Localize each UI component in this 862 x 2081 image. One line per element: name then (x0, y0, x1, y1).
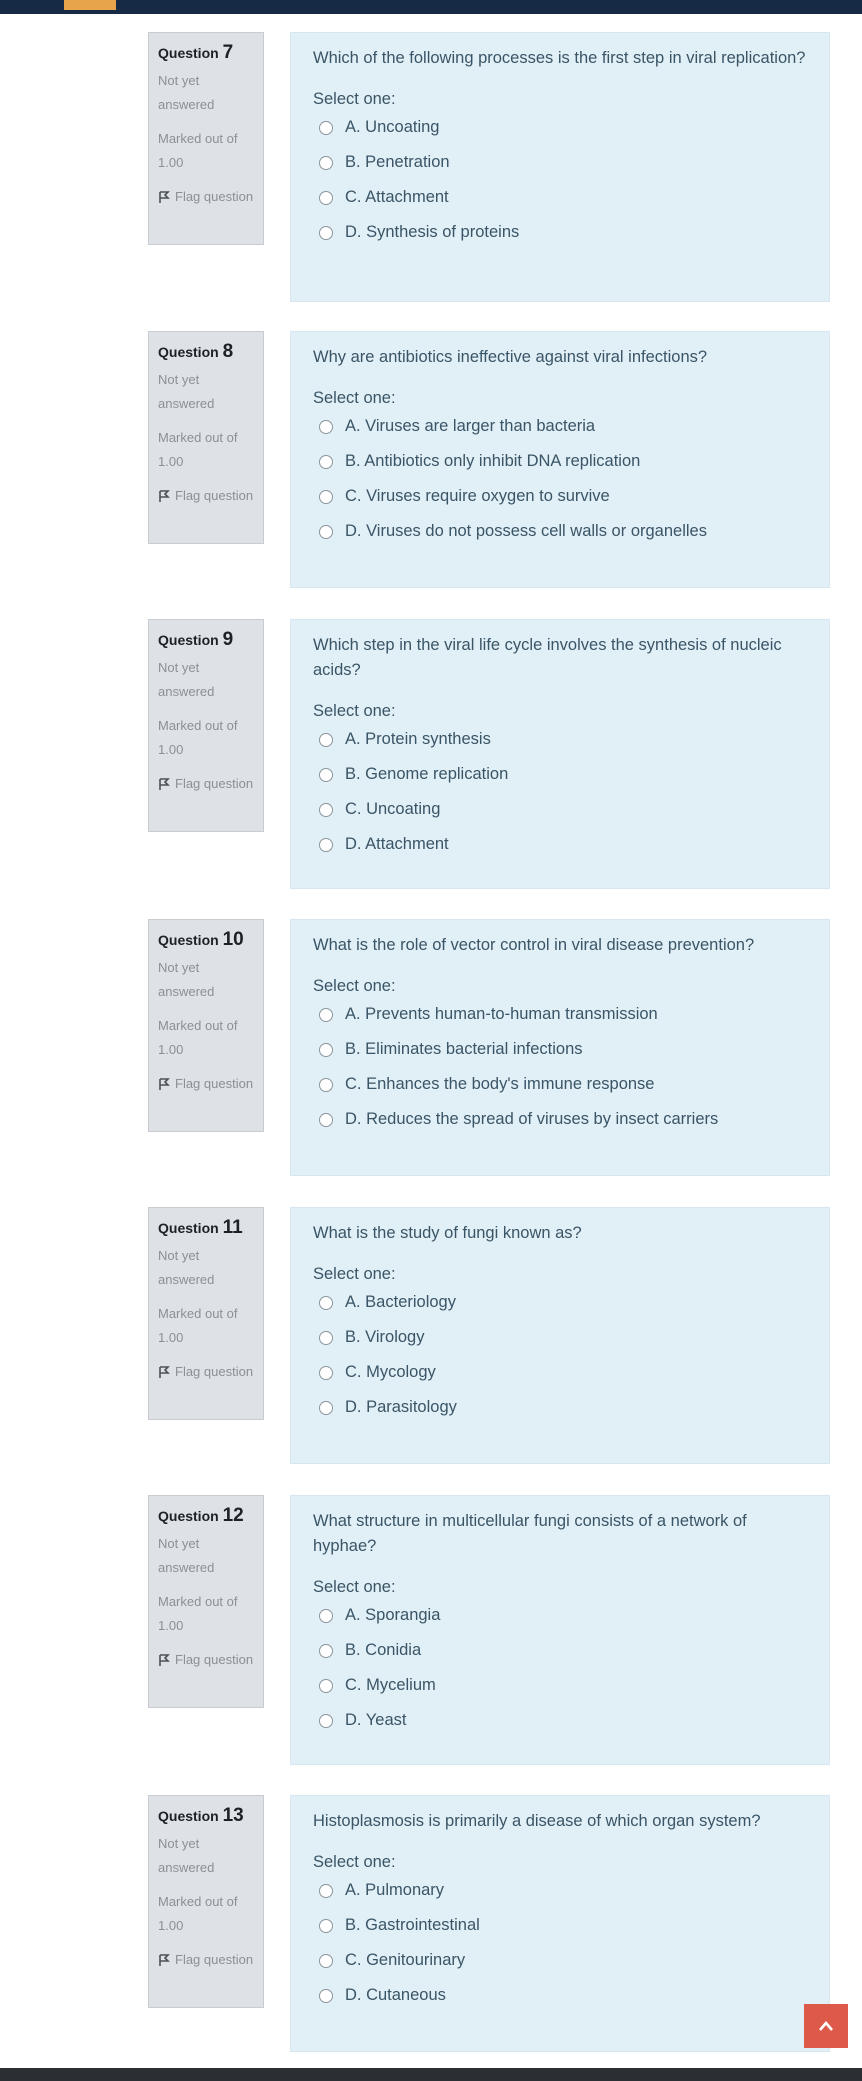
flag-question-link[interactable] (158, 1072, 254, 1096)
answer-label[interactable]: D. Viruses do not possess cell walls or organelles (345, 522, 707, 540)
answer-option[interactable] (313, 180, 807, 215)
question-number: 9 (222, 629, 234, 650)
select-one-label: Select one: (313, 1265, 396, 1283)
question-info (148, 1495, 264, 1708)
answer-option[interactable] (313, 1668, 807, 1703)
radio-button[interactable] (319, 1366, 333, 1380)
question-title (158, 1216, 254, 1240)
radio-button[interactable] (319, 1078, 333, 1092)
flag-question-label: Flag question (175, 1652, 254, 1667)
question-title (158, 1504, 254, 1528)
radio-button[interactable] (319, 455, 333, 469)
radio-button[interactable] (319, 1113, 333, 1127)
radio-button[interactable] (319, 1989, 333, 2003)
answer-label[interactable]: C. Enhances the body's immune response (345, 1075, 655, 1093)
radio-button[interactable] (319, 525, 333, 539)
question-status: Not yet answered (158, 660, 215, 699)
question-number: 11 (222, 1217, 243, 1238)
radio-button[interactable] (319, 1884, 333, 1898)
flag-question-link[interactable] (158, 1948, 254, 1972)
question-number: 7 (222, 42, 234, 63)
question-label: Question (158, 1808, 219, 1824)
question-grade: Marked out of 1.00 (158, 1306, 238, 1345)
answer-label[interactable]: B. Conidia (345, 1641, 422, 1659)
navbar-accent-tab[interactable] (64, 0, 116, 10)
flag-icon (158, 489, 172, 503)
radio-button[interactable] (319, 420, 333, 434)
question-grade: Marked out of 1.00 (158, 430, 238, 469)
question-info (148, 1207, 264, 1420)
question-content (290, 1795, 830, 2052)
flag-icon (158, 1953, 172, 1967)
answer-label[interactable]: D. Reduces the spread of viruses by insect carriers (345, 1110, 719, 1128)
radio-button[interactable] (319, 156, 333, 170)
question-title (158, 41, 254, 65)
answer-option[interactable] (313, 1355, 807, 1390)
question-info (148, 619, 264, 832)
question-info (148, 919, 264, 1132)
question-label: Question (158, 932, 219, 948)
question-status: Not yet answered (158, 1248, 215, 1287)
answer-label[interactable]: A. Viruses are larger than bacteria (345, 417, 596, 435)
answer-label[interactable]: B. Eliminates bacterial infections (345, 1040, 583, 1058)
flag-question-label: Flag question (175, 1364, 254, 1379)
answer-option[interactable] (313, 792, 807, 827)
radio-button[interactable] (319, 1714, 333, 1728)
back-to-top-button[interactable] (804, 2004, 848, 2048)
answer-option[interactable] (313, 514, 807, 549)
answer-option[interactable] (313, 110, 807, 145)
select-one-label: Select one: (313, 977, 396, 995)
answer-option[interactable] (313, 1633, 807, 1668)
answer-label[interactable]: A. Prevents human-to-human transmission (345, 1005, 658, 1023)
answer-option[interactable] (313, 1285, 807, 1320)
flag-icon (158, 1653, 172, 1667)
radio-button[interactable] (319, 226, 333, 240)
answer-label[interactable]: C. Mycelium (345, 1676, 436, 1694)
question-number: 8 (222, 341, 234, 362)
answer-option[interactable] (313, 444, 807, 479)
answer-label[interactable]: D. Cutaneous (345, 1986, 446, 2004)
question-label: Question (158, 1508, 219, 1524)
question-info (148, 32, 264, 245)
radio-button[interactable] (319, 1296, 333, 1310)
question-status: Not yet answered (158, 372, 215, 411)
radio-button[interactable] (319, 1679, 333, 1693)
question-title (158, 928, 254, 952)
question-status: Not yet answered (158, 73, 215, 112)
radio-button[interactable] (319, 1331, 333, 1345)
answer-option[interactable] (313, 145, 807, 180)
question-content (290, 331, 830, 588)
question-label: Question (158, 344, 219, 360)
answer-label[interactable]: C. Mycology (345, 1363, 436, 1381)
answer-option[interactable] (313, 997, 807, 1032)
answer-label[interactable]: B. Virology (345, 1328, 425, 1346)
question-content (290, 1495, 830, 1765)
question-text: What is the study of fungi known as? (313, 1224, 582, 1242)
answer-option[interactable] (313, 827, 807, 862)
footer-bar (0, 2068, 862, 2081)
question-status: Not yet answered (158, 960, 215, 999)
radio-button[interactable] (319, 490, 333, 504)
answer-label[interactable]: C. Genitourinary (345, 1951, 466, 1969)
answer-label[interactable]: D. Synthesis of proteins (345, 223, 520, 241)
radio-button[interactable] (319, 1954, 333, 1968)
answer-label[interactable]: C. Uncoating (345, 800, 441, 818)
radio-button[interactable] (319, 1401, 333, 1415)
flag-question-link[interactable] (158, 185, 254, 209)
radio-button[interactable] (319, 1043, 333, 1057)
question-grade: Marked out of 1.00 (158, 1894, 238, 1933)
answer-option[interactable] (313, 1873, 807, 1908)
question-label: Question (158, 1220, 219, 1236)
flag-question-link[interactable] (158, 484, 254, 508)
question-number: 12 (222, 1505, 244, 1526)
select-one-label: Select one: (313, 1578, 396, 1596)
question-grade: Marked out of 1.00 (158, 1018, 238, 1057)
flag-icon (158, 1365, 172, 1379)
question-grade: Marked out of 1.00 (158, 131, 238, 170)
answer-option[interactable] (313, 1032, 807, 1067)
radio-button[interactable] (319, 733, 333, 747)
answer-label[interactable]: A. Uncoating (345, 118, 440, 136)
question-number: 13 (222, 1805, 244, 1826)
radio-button[interactable] (319, 1919, 333, 1933)
answer-option[interactable] (313, 1943, 807, 1978)
radio-button[interactable] (319, 1609, 333, 1623)
answer-option[interactable] (313, 1908, 807, 1943)
answer-option[interactable] (313, 1390, 807, 1425)
radio-button[interactable] (319, 1008, 333, 1022)
flag-icon (158, 190, 172, 204)
flag-question-label: Flag question (175, 1952, 254, 1967)
question-grade: Marked out of 1.00 (158, 718, 238, 757)
answer-label[interactable]: B. Genome replication (345, 765, 509, 783)
radio-button[interactable] (319, 191, 333, 205)
select-one-label: Select one: (313, 1853, 396, 1871)
chevron-up-icon (818, 2020, 834, 2032)
answer-option[interactable] (313, 479, 807, 514)
answer-label[interactable]: A. Pulmonary (345, 1881, 445, 1899)
answer-option[interactable] (313, 757, 807, 792)
radio-button[interactable] (319, 1644, 333, 1658)
top-navbar (0, 0, 862, 14)
select-one-label: Select one: (313, 702, 396, 720)
flag-question-label: Flag question (175, 776, 254, 791)
question-text: Histoplasmosis is primarily a disease of which organ system? (313, 1812, 761, 1830)
question-grade: Marked out of 1.00 (158, 1594, 238, 1633)
flag-question-label: Flag question (175, 1076, 254, 1091)
question-content (290, 1207, 830, 1464)
question-title (158, 628, 254, 652)
answer-label[interactable]: A. Sporangia (345, 1606, 441, 1624)
answer-option[interactable] (313, 409, 807, 444)
question-info (148, 331, 264, 544)
question-text: Which step in the viral life cycle involves the synthesis of nucleic acids? (313, 636, 782, 679)
question-content (290, 919, 830, 1176)
select-one-label: Select one: (313, 90, 396, 108)
answer-option[interactable] (313, 1598, 807, 1633)
answer-label[interactable]: D. Yeast (345, 1711, 407, 1729)
answer-option[interactable] (313, 1067, 807, 1102)
answer-label[interactable]: D. Parasitology (345, 1398, 457, 1416)
answer-option[interactable] (313, 722, 807, 757)
question-content (290, 619, 830, 889)
radio-button[interactable] (319, 838, 333, 852)
select-one-label: Select one: (313, 389, 396, 407)
answer-option[interactable] (313, 1320, 807, 1355)
answer-label[interactable]: A. Protein synthesis (345, 730, 491, 748)
answer-option[interactable] (313, 1102, 807, 1137)
question-text: What structure in multicellular fungi consists of a network of hyphae? (313, 1512, 747, 1555)
flag-question-link[interactable] (158, 1360, 254, 1384)
question-label: Question (158, 45, 219, 61)
flag-icon (158, 777, 172, 791)
answer-label[interactable]: B. Antibiotics only inhibit DNA replication (345, 452, 641, 470)
flag-question-label: Flag question (175, 189, 254, 204)
answer-label[interactable]: B. Penetration (345, 153, 450, 171)
answer-option[interactable] (313, 1703, 807, 1738)
answer-label[interactable]: A. Bacteriology (345, 1293, 456, 1311)
question-status: Not yet answered (158, 1536, 215, 1575)
answer-label[interactable]: C. Attachment (345, 188, 449, 206)
question-text: Which of the following processes is the first step in viral replication? (313, 49, 806, 67)
question-title (158, 340, 254, 364)
radio-button[interactable] (319, 803, 333, 817)
question-title (158, 1804, 254, 1828)
answer-option[interactable] (313, 1978, 807, 2013)
question-text: Why are antibiotics ineffective against viral infections? (313, 348, 708, 366)
answer-label[interactable]: C. Viruses require oxygen to survive (345, 487, 610, 505)
question-text: What is the role of vector control in viral disease prevention? (313, 936, 755, 954)
flag-question-link[interactable] (158, 1648, 254, 1672)
answer-label[interactable]: D. Attachment (345, 835, 449, 853)
question-label: Question (158, 632, 219, 648)
flag-icon (158, 1077, 172, 1091)
question-number: 10 (222, 929, 244, 950)
flag-question-label: Flag question (175, 488, 254, 503)
answer-option[interactable] (313, 215, 807, 250)
question-info (148, 1795, 264, 2008)
question-status: Not yet answered (158, 1836, 215, 1875)
flag-question-link[interactable] (158, 772, 254, 796)
question-content (290, 32, 830, 302)
radio-button[interactable] (319, 121, 333, 135)
answer-label[interactable]: B. Gastrointestinal (345, 1916, 480, 1934)
radio-button[interactable] (319, 768, 333, 782)
